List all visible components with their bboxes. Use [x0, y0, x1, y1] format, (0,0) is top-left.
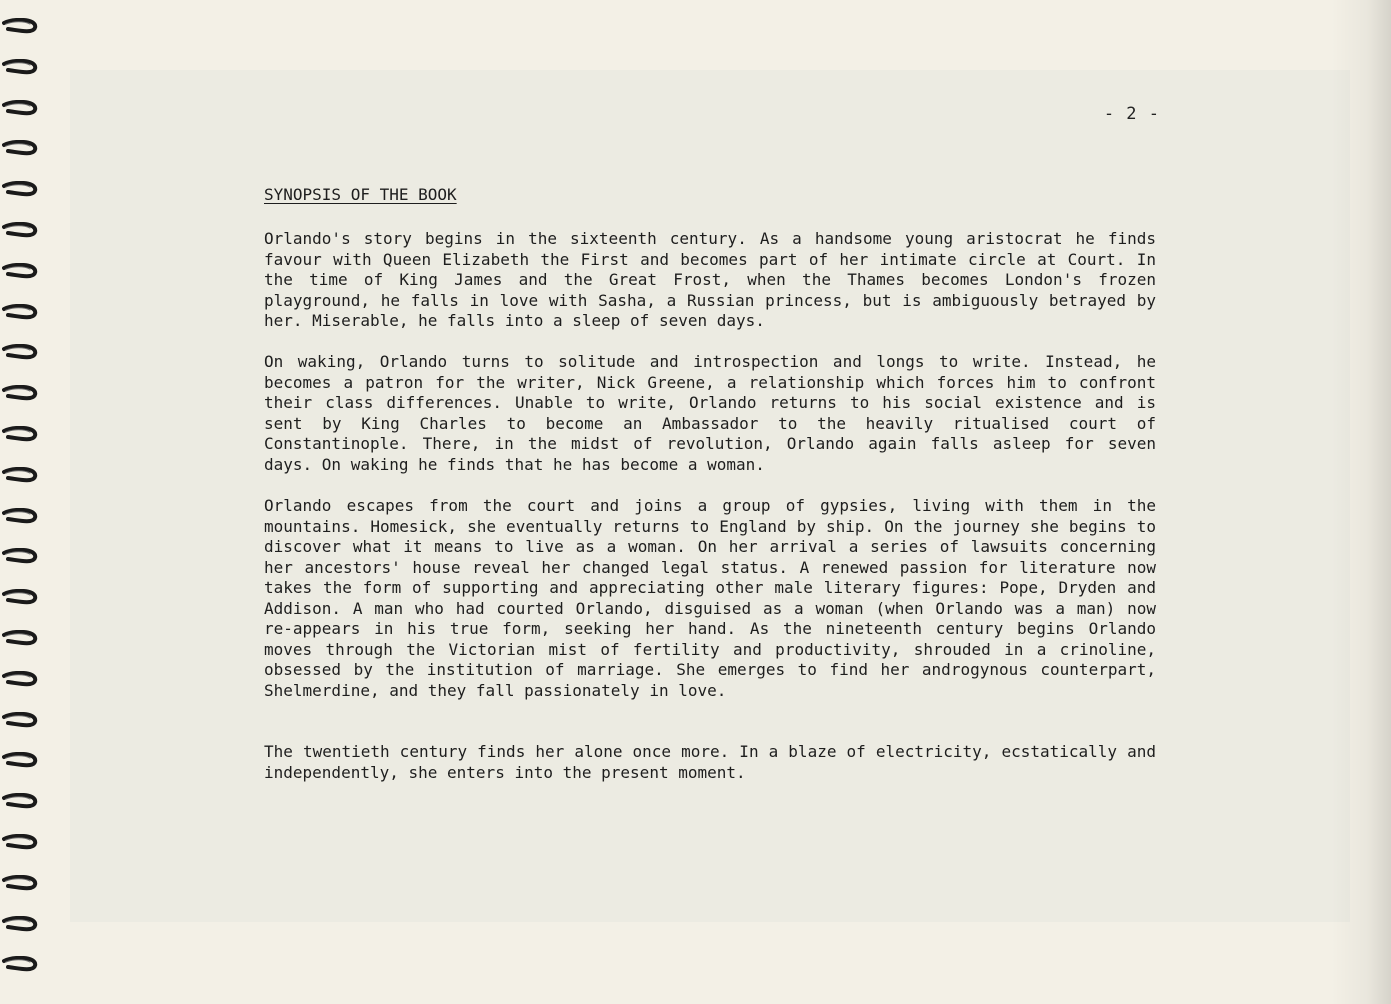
spiral-coil	[2, 548, 38, 562]
spiral-coil	[2, 385, 38, 399]
page-number: - 2 -	[1103, 104, 1160, 124]
spiral-coil	[2, 956, 38, 970]
spiral-coil	[2, 834, 38, 848]
spiral-coil	[2, 426, 38, 440]
spiral-coil	[2, 181, 38, 195]
spiral-coil	[2, 916, 38, 930]
spiral-coil	[2, 752, 38, 766]
paragraph: Orlando's story begins in the sixteenth century. As a handsome young aristocrat he finds favour with Queen Elizabeth the First and becomes part of her intimate circle at Court. In the time of King James and the Great Frost, when the Thames becomes London's frozen playground, he falls in love with Sasha, a Russian princess, but is ambiguously betrayed by her. Miserable, he falls into a sleep of seven days.	[264, 229, 1156, 330]
spiral-coil	[2, 875, 38, 889]
spiral-coil	[2, 467, 38, 481]
page-edge-shadow	[1331, 0, 1391, 1004]
paragraph: On waking, Orlando turns to solitude and introspection and longs to write. Instead, he becomes a patron for the writer, Nick Greene, a relationship which forces him to confront their class differences. Unable to write, Orlando returns to his social existence and is sent by King Charles to become an Ambassador to the heavily ritualised court of Constantinople. There, in the midst of revolution, Orlando again falls asleep for seven days. On waking he finds that he has become a woman.	[264, 352, 1156, 474]
paragraph: The twentieth century finds her alone once more. In a blaze of electricity, ecstatically and independently, she enters into the present moment.	[264, 742, 1156, 782]
spiral-coil	[2, 630, 38, 644]
spiral-coil	[2, 263, 38, 277]
spiral-coil	[2, 304, 38, 318]
section-heading: SYNOPSIS OF THE BOOK	[264, 185, 457, 204]
spiral-coil	[2, 589, 38, 603]
spiral-coil	[2, 222, 38, 236]
paragraph: Orlando escapes from the court and joins a group of gypsies, living with them in the mountains. Homesick, she eventually returns to England by ship. On the journey she begins to discover what it means to live as a woman. On her arrival a series of lawsuits concerning her ancestors' house reveal her changed legal status. A renewed passion for literature now takes the form of supporting and appreciating other male literary figures: Pope, Dryden and Addison. A man who had courted Orlando, disguised as a woman (when Orlando was a man) now re-appears in his true form, seeking her hand. As the nineteenth century begins Orlando moves through the Victorian mist of fertility and productivity, shrouded in a crinoline, obsessed by the institution of marriage. She emerges to find her androgynous counterpart, Shelmerdine, and they fall passionately in love.	[264, 496, 1156, 700]
spiral-coil	[2, 100, 38, 114]
spiral-coil	[2, 508, 38, 522]
spiral-coil	[2, 140, 38, 154]
spiral-coil	[2, 671, 38, 685]
spiral-coil	[2, 712, 38, 726]
spiral-binding	[0, 18, 40, 988]
spiral-coil	[2, 793, 38, 807]
spiral-coil	[2, 59, 38, 73]
spiral-coil	[2, 18, 38, 32]
spiral-coil	[2, 344, 38, 358]
